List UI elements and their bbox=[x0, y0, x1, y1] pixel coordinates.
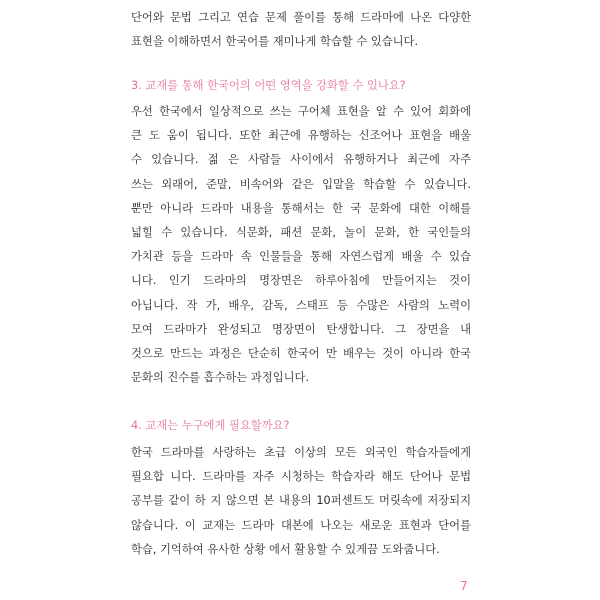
text-line: 뿐만 아니라 드라마 내용을 통해서는 한 국 문화에 대한 이해를 bbox=[131, 201, 471, 215]
text-line: 모여 드라마가 완성되고 명장면이 탄생합니다. 그 장면을 내 bbox=[131, 322, 471, 336]
text-line: 학습, 기억하여 유사한 상황 에서 활용할 수 있게끔 도와줍니다. bbox=[131, 542, 440, 556]
section-4-heading: 4. 교재는 누구에게 필요할까요? bbox=[131, 419, 290, 432]
text-line: 한국 드라마를 사랑하는 초급 이상의 모든 외국인 학습자들에게 bbox=[131, 446, 471, 459]
text-line: 문화의 진수를 흡수하는 과정입니다. bbox=[131, 371, 310, 385]
text-line: 넓힐 수 있습니다. 식문화, 패션 문화, 놀이 문화, 한 국인들의 bbox=[131, 225, 471, 239]
text-line: 표현을 이해하면서 한국어를 재미나게 학습할 수 있습니다. bbox=[131, 35, 419, 49]
text-line: 필요합 니다. 드라마를 자주 시청하는 학습자라 해도 단어나 문법 bbox=[131, 470, 471, 484]
section-4-paragraph bbox=[131, 441, 471, 562]
text-line: 아닙니다. 작 가, 배우, 감독, 스태프 등 수많은 사람의 노력이 bbox=[131, 298, 471, 312]
text-line: 것으로 만드는 과정은 단순히 한국어 만 배우는 것이 아니라 한국 bbox=[131, 346, 471, 360]
text-line: 쓰는 외래어, 준말, 비속어와 같은 입말을 학습할 수 있습니다. bbox=[131, 177, 471, 191]
text-line: 가치관 등을 드라마 속 인물들을 통해 자연스럽게 배울 수 있습 bbox=[131, 250, 471, 264]
text-line: 수 있습니다. 젊 은 사람들 사이에서 유행하거나 최근에 자주 bbox=[131, 153, 471, 167]
intro-paragraph bbox=[131, 6, 471, 54]
text-line: 큰 도 움이 됩니다. 또한 최근에 유행하는 신조어나 표현을 배울 bbox=[131, 129, 471, 143]
section-3-paragraph bbox=[131, 100, 471, 390]
text-line: 않습니다. 이 교재는 드라마 대본에 나오는 새로운 표현과 단어를 bbox=[131, 518, 471, 532]
text-line: 우선 한국에서 일상적으로 쓰는 구어체 표현을 알 수 있어 회화에 bbox=[131, 105, 471, 118]
section-3-heading: 3. 교재를 통해 한국어의 어떤 영역을 강화할 수 있나요? bbox=[131, 79, 406, 92]
page-number: 7 bbox=[460, 579, 468, 593]
text-line: 공부를 같이 하 지 않으면 본 내용의 10퍼센트도 머릿속에 저장되지 bbox=[131, 494, 471, 508]
text-line: 니다. 인기 드라마의 명장면은 하루아침에 만들어지는 것이 bbox=[131, 274, 471, 288]
text-line: 단어와 문법 그리고 연습 문제 풀이를 통해 드라마에 나온 다양한 bbox=[131, 11, 471, 24]
